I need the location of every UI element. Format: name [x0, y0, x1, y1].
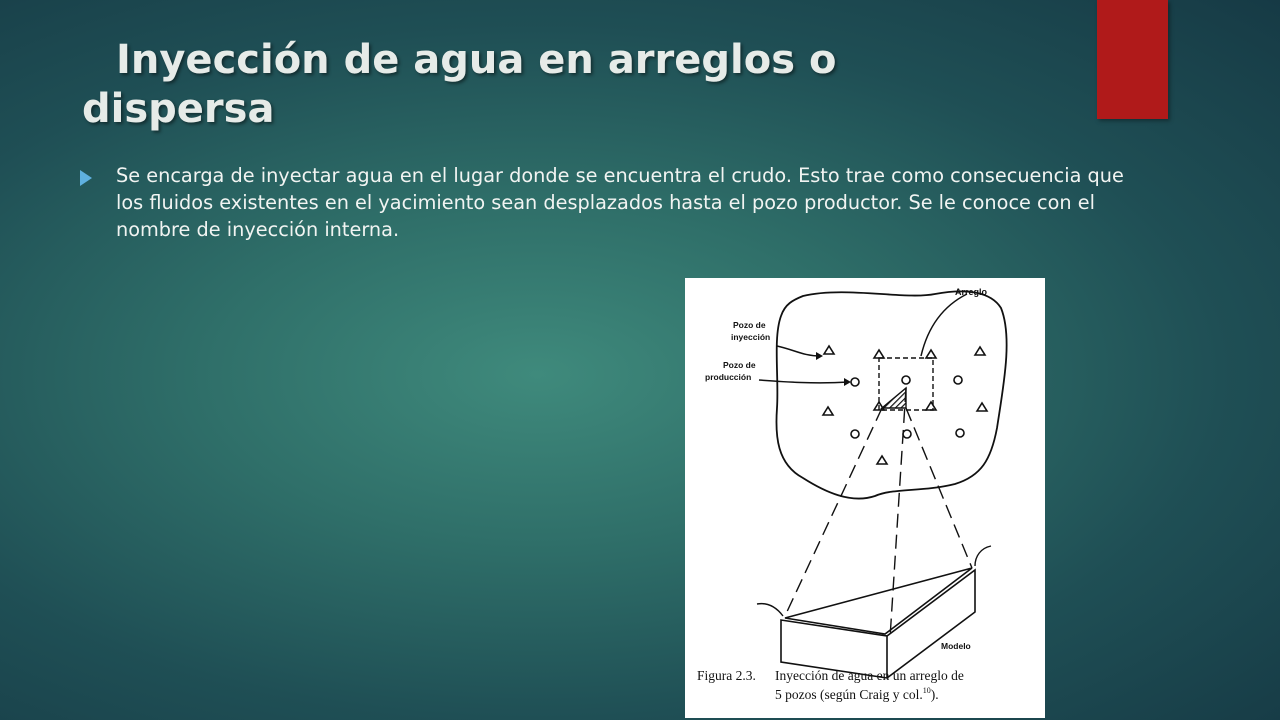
production-well-icon [954, 376, 962, 384]
hatched-element [882, 388, 906, 408]
caption-line-2 [775, 686, 939, 702]
arrowhead [816, 352, 823, 360]
bullet-text: Se encarga de inyectar agua en el lugar donde se encuentra el crudo. Esto trae como consecuencia que los fluidos existentes en el yacimiento sean desplazados hasta el pozo productor. Se le conoce con el nombre de inyección interna. [116, 164, 1124, 241]
caption-superscript: 10 [922, 686, 931, 695]
production-well-icon [902, 376, 910, 384]
leader-arrow-pattern [921, 294, 967, 356]
injection-well-icon [926, 402, 936, 410]
injection-well-icon [926, 350, 936, 358]
label-pozo-iny-1: Pozo de [733, 320, 766, 330]
slide-title [82, 36, 1082, 134]
label-modelo: Modelo [941, 641, 971, 651]
projection-line [906, 408, 972, 568]
well-pattern-figure [685, 278, 1045, 718]
caption-number: Figura 2.3. [697, 668, 756, 683]
production-well-icon [851, 378, 859, 386]
production-well-icon [956, 429, 964, 437]
corner-arrow [757, 604, 783, 616]
arrowhead [844, 378, 851, 386]
injection-well-icon [823, 407, 833, 415]
label-pozo-prod-2: producción [705, 372, 752, 382]
caption-line-2-text: 5 pozos (según Craig y col. [775, 687, 923, 702]
corner-arrow [975, 546, 991, 566]
red-accent-tab [1097, 0, 1168, 119]
label-arreglo: Arreglo [955, 287, 988, 297]
injection-well-icon [874, 350, 884, 358]
leader-arrow-injection [777, 346, 821, 356]
caption-end: ). [930, 687, 939, 702]
label-pozo-prod-1: Pozo de [723, 360, 756, 370]
injection-well-icon [977, 403, 987, 411]
injection-well-icon [877, 456, 887, 464]
bullet-arrow-icon [80, 170, 92, 186]
injection-well-icon [975, 347, 985, 355]
production-well-icon [851, 430, 859, 438]
title-line-1: Inyección de agua en arreglos o [116, 37, 837, 83]
reservoir-outline [776, 291, 1006, 498]
pattern-diagram [685, 278, 1045, 718]
caption-line-1: Inyección de agua en un arreglo de [775, 668, 964, 683]
production-well-icon [903, 430, 911, 438]
leader-arrow-production [759, 380, 849, 383]
injection-well-icon [824, 346, 834, 354]
projection-line [890, 388, 906, 638]
label-pozo-iny-2: inyección [731, 332, 771, 342]
model-block-side [887, 570, 975, 678]
title-line-2: dispersa [82, 86, 275, 132]
projection-line [785, 408, 882, 616]
bullet-item [80, 162, 1180, 243]
